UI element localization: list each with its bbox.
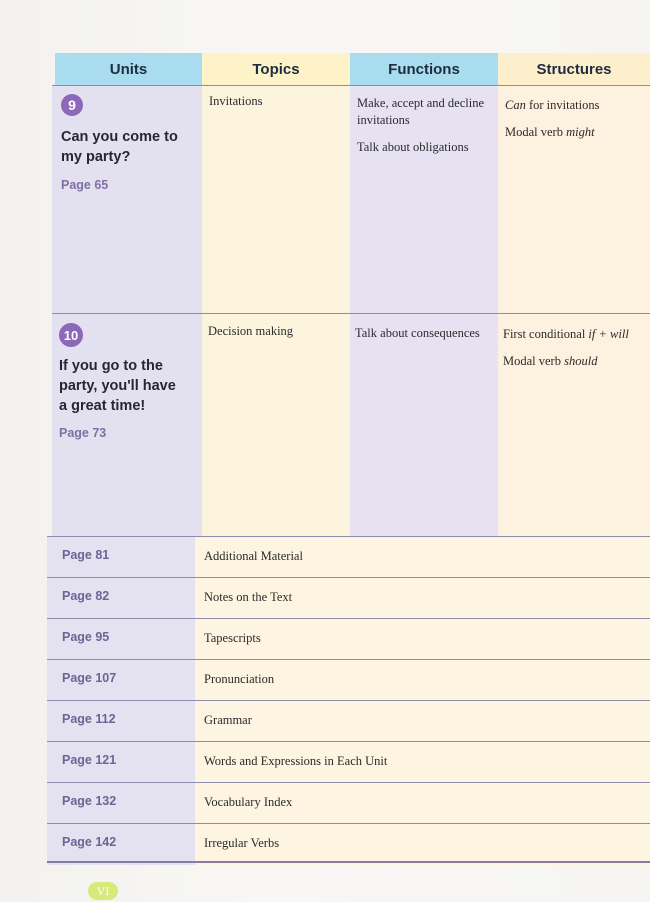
page-folio-badge: VI <box>88 882 118 900</box>
appendix-row[interactable] <box>47 619 650 660</box>
appendix-page: Page 112 <box>62 712 116 726</box>
unit-title-line: party, you'll have <box>59 378 176 394</box>
function-line: Talk about consequences <box>355 326 480 340</box>
unit-title-line: a great time! <box>59 398 146 414</box>
appendix-page: Page 82 <box>62 589 110 603</box>
appendix-label: Irregular Verbs <box>204 836 280 850</box>
unit-title-line: Can you come to <box>61 129 178 145</box>
appendix-label: Additional Material <box>204 549 303 563</box>
structure-italic: if + will <box>588 327 629 341</box>
unit-title[interactable] <box>59 356 176 416</box>
appendix-label-cell <box>195 701 650 742</box>
topic-text: Decision making <box>208 324 294 338</box>
appendix-row[interactable] <box>47 824 650 865</box>
function-text <box>357 95 497 156</box>
structure-italic: Can <box>505 98 526 112</box>
unit-number-badge: 10 <box>59 323 83 347</box>
appendix-page: Page 142 <box>62 835 117 849</box>
appendix-page: Page 95 <box>62 630 110 644</box>
header-structures: Structures <box>498 53 650 85</box>
header-units: Units <box>55 53 202 85</box>
appendix-label: Tapescripts <box>204 631 261 645</box>
structures-column <box>498 85 650 536</box>
structure-line <box>505 97 599 114</box>
appendix-row[interactable] <box>47 701 650 742</box>
unit-title[interactable] <box>61 127 178 167</box>
appendix-row[interactable] <box>47 660 650 701</box>
structure-text <box>505 97 599 141</box>
appendix-label: Vocabulary Index <box>204 795 293 809</box>
appendix-page: Page 107 <box>62 671 117 685</box>
structure-plain: Modal verb <box>503 354 565 368</box>
appendix-row[interactable] <box>47 578 650 619</box>
function-line: invitations <box>357 113 410 127</box>
appendix-label: Words and Expressions in Each Unit <box>204 754 388 768</box>
structure-italic: should <box>564 354 598 368</box>
appendix-row[interactable] <box>47 742 650 783</box>
unit-number-badge: 9 <box>61 94 83 116</box>
table-bottom-rule <box>47 861 650 863</box>
topics-column <box>202 85 350 536</box>
unit-page: Page 73 <box>59 426 107 440</box>
contents-table <box>47 53 650 863</box>
structure-italic: might <box>566 125 595 139</box>
structure-line <box>505 124 599 141</box>
topic-text: Invitations <box>209 94 263 108</box>
unit-page: Page 65 <box>61 178 109 192</box>
function-text <box>355 325 480 342</box>
structure-plain: Modal verb <box>505 125 567 139</box>
header-functions: Functions <box>350 53 498 85</box>
appendix-label: Notes on the Text <box>204 590 293 604</box>
appendix-page: Page 132 <box>62 794 117 808</box>
appendix-label: Pronunciation <box>204 672 275 686</box>
appendix-label-cell <box>195 619 650 660</box>
function-line: Make, accept and decline <box>357 96 485 110</box>
appendix-page: Page 81 <box>62 548 110 562</box>
structure-line <box>503 326 629 343</box>
structure-plain: First conditional <box>503 327 589 341</box>
structure-plain: for invitations <box>525 98 600 112</box>
structure-text <box>503 326 629 370</box>
row-divider <box>52 313 650 314</box>
unit-title-line: my party? <box>61 149 131 165</box>
function-line: Talk about obligations <box>357 140 469 154</box>
header-divider <box>52 85 650 86</box>
unit-title-line: If you go to the <box>59 358 163 374</box>
appendix-page: Page 121 <box>62 753 117 767</box>
structure-line <box>503 353 629 370</box>
appendix-label: Grammar <box>204 713 252 727</box>
header-topics: Topics <box>202 53 350 85</box>
appendix-row[interactable] <box>47 783 650 824</box>
appendix-row[interactable] <box>47 537 650 578</box>
